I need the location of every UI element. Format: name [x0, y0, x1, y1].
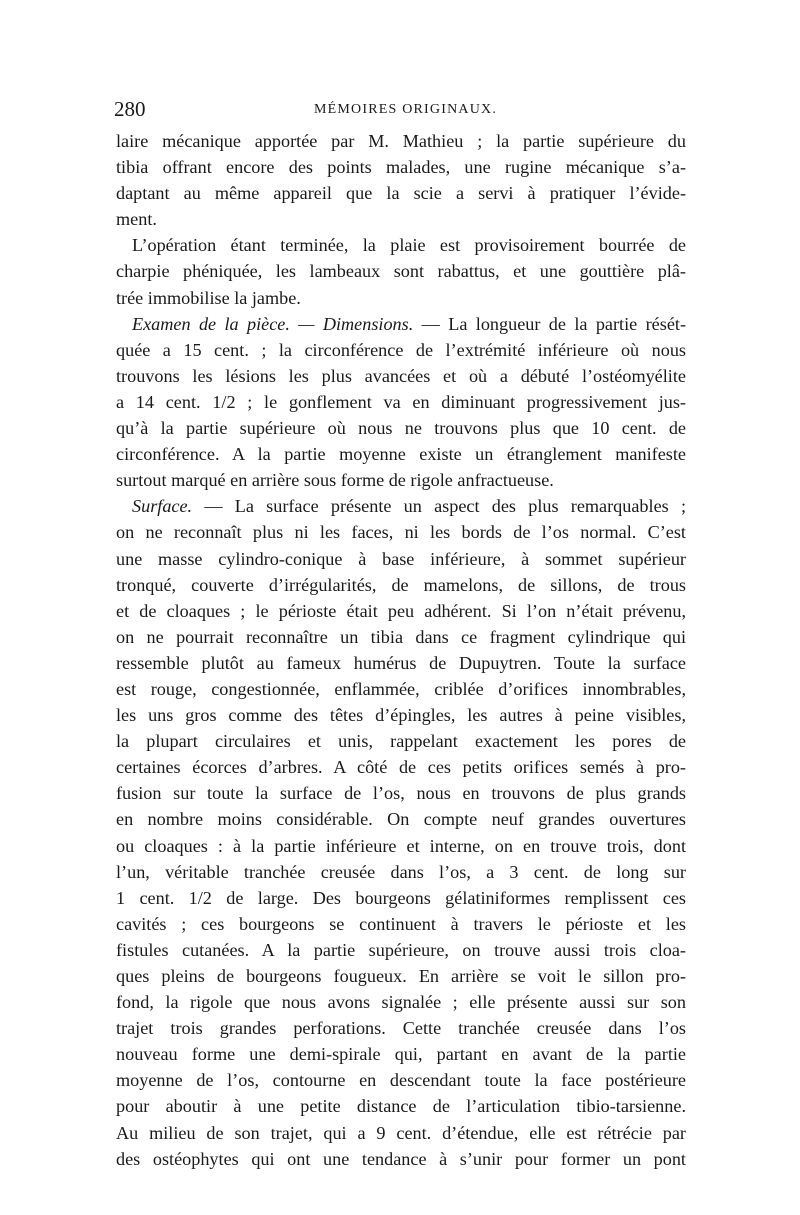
section-lead: Surface. — [132, 496, 193, 517]
paragraph — [116, 128, 686, 232]
text-line: trajet trois grandes perforations. Cette tranchée creusée dans l’os — [116, 1018, 686, 1039]
text-line: qu’à la partie supérieure où nous ne trouvons plus que 10 cent. de — [116, 418, 686, 439]
text-line — [116, 311, 686, 337]
body-text — [116, 128, 686, 1172]
running-head: MÉMOIRES ORIGINAUX. — [314, 102, 498, 117]
text-line: Au milieu de son trajet, qui a 9 cent. d’étendue, elle est rétrécie par — [116, 1122, 686, 1143]
text-line: est rouge, congestionnée, enflammée, criblée d’orifices innombrables, — [116, 678, 686, 699]
text-line: trée immobilise la jambe. — [116, 287, 301, 308]
text-line: a 14 cent. 1/2 ; le gonflement va en diminuant progressivement jus- — [116, 391, 686, 412]
text-line: trouvons les lésions les plus avancées et où a débuté l’ostéomyélite — [116, 365, 686, 386]
text-line: ques pleins de bourgeons fougueux. En arrière se voit le sillon pro- — [116, 966, 686, 986]
text-line: surtout marqué en arrière sous forme de rigole anfractueuse. — [116, 470, 554, 491]
text-line: ressemble plutôt au fameux humérus de Dupuytren. Toute la surface — [116, 652, 686, 673]
page-number: 280 — [114, 97, 146, 121]
text-line: en nombre moins considérable. On compte neuf grandes ouvertures — [116, 809, 686, 830]
text-line: ment. — [116, 209, 157, 230]
paragraph — [116, 493, 686, 1171]
text-run: — La surface présente un aspect des plus remarquables ; — [192, 496, 686, 517]
text-line: la plupart circulaires et unis, rappelant exactement les pores de — [116, 731, 686, 752]
text-line: quée a 15 cent. ; la circonférence de l’extrémité inférieure où nous — [116, 339, 686, 360]
text-line: circonférence. A la partie moyenne existe un étranglement manifeste — [116, 444, 686, 465]
text-line: fistules cutanées. A la partie supérieure, on trouve aussi trois cloa- — [116, 939, 686, 960]
text-run: — La longueur de la partie rését- — [413, 313, 686, 334]
text-line: ou cloaques : à la partie inférieure et interne, on en trouve trois, dont — [116, 835, 686, 856]
text-line: et de cloaques ; le périoste était peu adhérent. Si l’on n’était prévenu, — [116, 600, 686, 621]
page-header — [114, 96, 684, 126]
text-line: on ne reconnaît plus ni les faces, ni les bords de l’os normal. C’est — [116, 522, 686, 543]
section-lead: Examen de la pièce. — Dimensions. — [132, 313, 414, 334]
text-line: les uns gros comme des têtes d’épingles, les autres à peine visibles, — [116, 705, 686, 726]
text-line: on ne pourrait reconnaître un tibia dans ce fragment cylindrique qui — [116, 626, 686, 647]
text-line: L’opération étant terminée, la plaie est provisoirement bourrée de — [132, 235, 686, 256]
paragraph — [116, 311, 686, 494]
text-line: des ostéophytes qui ont une tendance à s’unir pour former un pont — [116, 1148, 686, 1169]
text-line: pour aboutir à une petite distance de l’articulation tibio-tarsienne. — [116, 1096, 686, 1117]
text-line: tibia offrant encore des points malades, une rugine mécanique s’a- — [116, 157, 686, 178]
text-line: une masse cylindro-conique à base inférieure, à sommet supérieur — [116, 548, 686, 569]
text-line: 1 cent. 1/2 de large. Des bourgeons gélatiniformes remplissent ces — [116, 887, 686, 908]
text-line: laire mécanique apportée par M. Mathieu ; la partie supérieure du — [116, 131, 686, 151]
text-line: l’un, véritable tranchée creusée dans l’os, a 3 cent. de long sur — [116, 861, 686, 882]
text-line: charpie phéniquée, les lambeaux sont rabattus, et une gouttière plâ- — [116, 261, 686, 282]
text-line: certaines écorces d’arbres. A côté de ces petits orifices semés à pro- — [116, 757, 686, 778]
text-line: fusion sur toute la surface de l’os, nous en trouvons de plus grands — [116, 783, 686, 804]
text-line: moyenne de l’os, contourne en descendant toute la face postérieure — [116, 1070, 686, 1091]
text-line: cavités ; ces bourgeons se continuent à travers le périoste et les — [116, 913, 686, 934]
text-line: daptant au même appareil que la scie a servi à pratiquer l’évide- — [116, 183, 686, 204]
text-line: fond, la rigole que nous avons signalée ; elle présente aussi sur son — [116, 992, 686, 1013]
text-line: tronqué, couverte d’irrégularités, de mamelons, de sillons, de trous — [116, 574, 686, 595]
text-line: nouveau forme une demi-spirale qui, partant en avant de la partie — [116, 1044, 686, 1065]
paragraph — [116, 232, 686, 310]
text-line — [116, 493, 686, 519]
